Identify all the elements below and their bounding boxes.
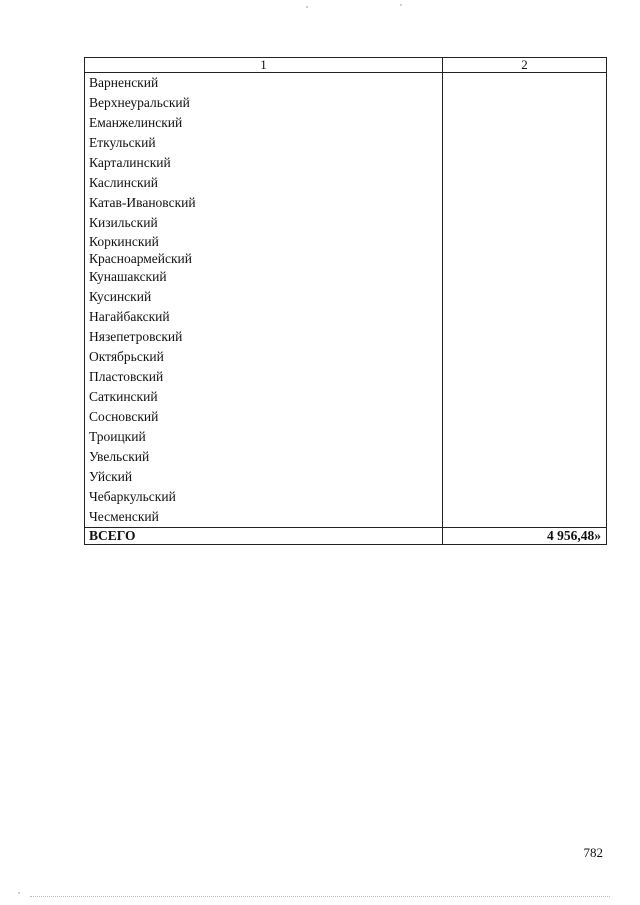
district-value bbox=[443, 267, 607, 287]
district-value bbox=[443, 113, 607, 133]
district-value bbox=[443, 487, 607, 507]
scan-speck bbox=[400, 4, 402, 6]
district-value bbox=[443, 307, 607, 327]
district-name: Варненский bbox=[85, 73, 443, 94]
district-name: Чесменский bbox=[85, 507, 443, 528]
total-label: ВСЕГО bbox=[85, 528, 443, 545]
table-row bbox=[85, 233, 607, 250]
column-header-2: 2 bbox=[443, 58, 607, 73]
district-value bbox=[443, 427, 607, 447]
district-value bbox=[443, 387, 607, 407]
district-name: Сосновский bbox=[85, 407, 443, 427]
table-row bbox=[85, 467, 607, 487]
district-name: Уйский bbox=[85, 467, 443, 487]
district-value bbox=[443, 327, 607, 347]
district-name: Коркинский bbox=[85, 233, 443, 250]
district-value bbox=[443, 467, 607, 487]
district-name: Нагайбакский bbox=[85, 307, 443, 327]
district-value bbox=[443, 407, 607, 427]
district-value bbox=[443, 250, 607, 267]
district-name: Нязепетровский bbox=[85, 327, 443, 347]
scan-speck bbox=[306, 6, 308, 8]
district-value bbox=[443, 93, 607, 113]
table-row bbox=[85, 113, 607, 133]
district-name: Катав-Ивановский bbox=[85, 193, 443, 213]
district-value bbox=[443, 133, 607, 153]
district-name: Чебаркульский bbox=[85, 487, 443, 507]
table-row bbox=[85, 507, 607, 528]
district-name: Еткульский bbox=[85, 133, 443, 153]
district-name: Пластовский bbox=[85, 367, 443, 387]
district-value bbox=[443, 73, 607, 94]
table-row bbox=[85, 250, 607, 267]
table-row bbox=[85, 427, 607, 447]
table-row bbox=[85, 73, 607, 94]
district-value bbox=[443, 213, 607, 233]
bottom-scan-line bbox=[30, 896, 610, 897]
district-value bbox=[443, 367, 607, 387]
table-row bbox=[85, 267, 607, 287]
table-row bbox=[85, 193, 607, 213]
table-row bbox=[85, 447, 607, 467]
table-row bbox=[85, 287, 607, 307]
district-name: Еманжелинский bbox=[85, 113, 443, 133]
district-name: Увельский bbox=[85, 447, 443, 467]
district-value bbox=[443, 347, 607, 367]
district-name: Октябрьский bbox=[85, 347, 443, 367]
total-value: 4 956,48» bbox=[443, 528, 607, 545]
table-row bbox=[85, 173, 607, 193]
district-name: Красноармейский bbox=[85, 250, 443, 267]
table-row bbox=[85, 407, 607, 427]
district-value bbox=[443, 447, 607, 467]
district-name: Каслинский bbox=[85, 173, 443, 193]
district-value bbox=[443, 153, 607, 173]
district-name: Кизильский bbox=[85, 213, 443, 233]
total-row bbox=[85, 528, 607, 545]
districts-table bbox=[84, 57, 607, 545]
table-row bbox=[85, 213, 607, 233]
district-value bbox=[443, 287, 607, 307]
district-name: Карталинский bbox=[85, 153, 443, 173]
table-row bbox=[85, 347, 607, 367]
district-name: Кунашакский bbox=[85, 267, 443, 287]
scan-speck bbox=[18, 892, 20, 894]
district-value bbox=[443, 173, 607, 193]
district-value bbox=[443, 233, 607, 250]
table-row bbox=[85, 93, 607, 113]
table-row bbox=[85, 133, 607, 153]
table-row bbox=[85, 387, 607, 407]
district-name: Троицкий bbox=[85, 427, 443, 447]
table-row bbox=[85, 307, 607, 327]
district-name: Верхнеуральский bbox=[85, 93, 443, 113]
district-name: Кусинский bbox=[85, 287, 443, 307]
page-number: 782 bbox=[583, 845, 603, 860]
table-header-row bbox=[85, 58, 607, 73]
district-name: Саткинский bbox=[85, 387, 443, 407]
district-value bbox=[443, 507, 607, 528]
district-value bbox=[443, 193, 607, 213]
table-row bbox=[85, 487, 607, 507]
table-row bbox=[85, 327, 607, 347]
column-header-1: 1 bbox=[85, 58, 443, 73]
table-row bbox=[85, 367, 607, 387]
table-row bbox=[85, 153, 607, 173]
